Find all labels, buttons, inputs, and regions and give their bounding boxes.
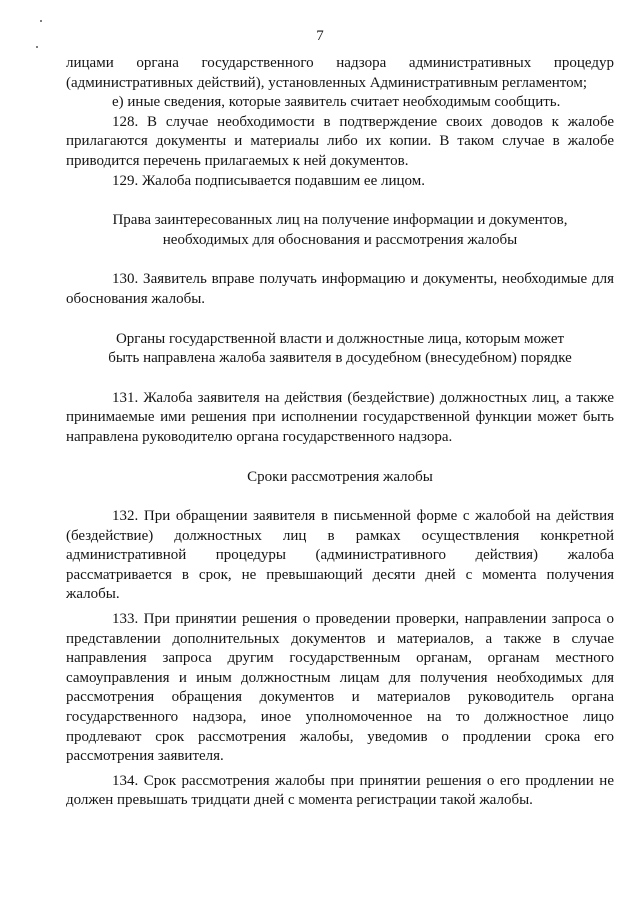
paragraph-item-e: е) иные сведения, которые заявитель считает необходимым сообщить. xyxy=(112,94,561,111)
paragraph-128: 128. В случае необходимости в подтверждение своих доводов к жалобе прилагаются документы и материалы либо их копии. В таком случае в жалобе приводится перечень прилагаемых к ней документов. xyxy=(66,113,614,169)
paragraph-129: 129. Жалоба подписывается подавшим ее лицом. xyxy=(112,172,425,189)
section-heading-rights: Права заинтересованных лиц на получение информации и документов, необходимых для обоснования и рассмотрения жалобы xyxy=(112,212,568,248)
paragraph-131: 131. Жалоба заявителя на действия (бездействие) должностных лиц, а также принимаемые ими решения при исполнении государственной функции может быть направлена руководителю органа государственного надзора. xyxy=(66,389,614,445)
paragraph-132: 132. При обращении заявителя в письменной форме с жалобой на действия (бездействие) должностных лиц в рамках осуществления конкретной административной процедуры (административного действия) жалоба рассматривается в срок, не превышающий десяти дней с момента получения жалобы. xyxy=(66,508,614,603)
paragraph-130: 130. Заявитель вправе получать информацию и документы, необходимые для обоснования жалобы. xyxy=(66,271,614,307)
paragraph-continuation: лицами органа государственного надзора административных процедур (административных действий), установленных Административным регламентом; xyxy=(66,55,614,91)
scan-artifact xyxy=(40,20,42,22)
scan-artifact xyxy=(36,46,38,48)
paragraph-134: 134. Срок рассмотрения жалобы при принятии решения о его продлении не должен превышать тридцати дней с момента регистрации такой жалобы. xyxy=(66,772,614,809)
page-number: 7 xyxy=(316,28,324,44)
section-heading-deadlines: Сроки рассмотрения жалобы xyxy=(247,468,433,485)
paragraph-133: 133. При принятии решения о проведении проверки, направлении запроса о представлении дополнительных документов и материалов, а также в случае направления запроса другим государственным органам, органам местного самоуправления и иным должностным лицам для получения необходимых для рассмотрения обращения документов и материалов руководитель органа государственного надзора, иное уполномоченное на то должностное лицо продлевают срок рассмотрения жалобы, уведомив о продлении срока его рассмотрения заявителя. xyxy=(66,611,614,765)
section-heading-authorities: Органы государственной власти и должностные лица, которым может быть направлена жалоба заявителя в досудебном (внесудебном) порядке xyxy=(108,330,572,367)
document-body xyxy=(66,54,614,811)
